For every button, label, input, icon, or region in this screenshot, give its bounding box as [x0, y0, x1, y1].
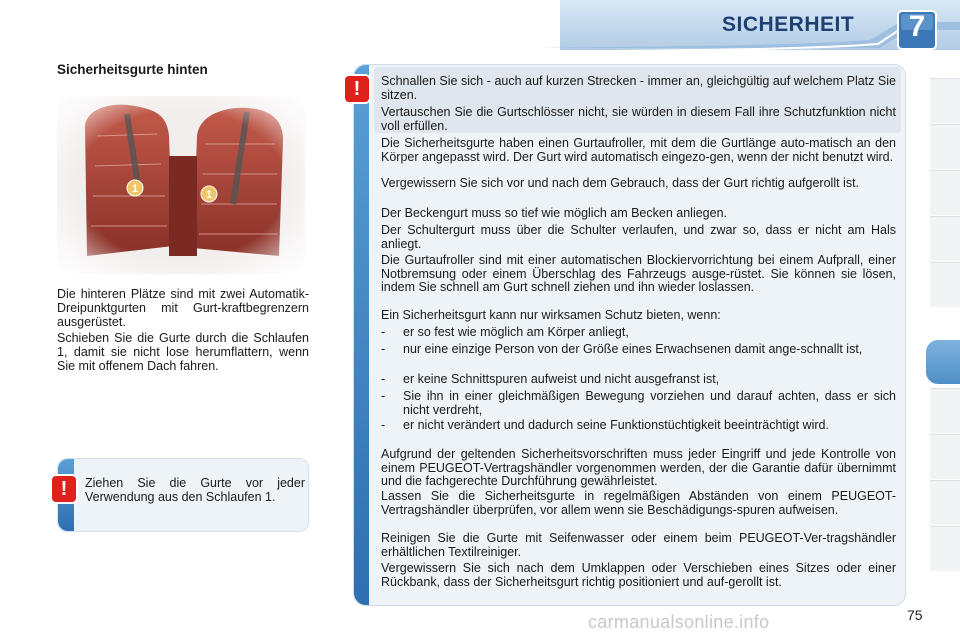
index-tab[interactable]: [930, 526, 960, 571]
closing-paragraph: Vergewissern Sie sich nach dem Umklappen oder Verschieben eines Sitzes oder einer Rückbank, dass der Sicherheitsgurt richtig positioniert und auf-gerollt ist.: [381, 561, 896, 589]
warning-icon: !: [345, 76, 369, 102]
warning-item: Die Sicherheitsgurte haben einen Gurtaufroller, mit dem die Gurtlänge auto-matisch an den Körper angepasst wird. Der Gurt wird automatisch eingezo-gen, wenn der nicht benutzt wird.: [381, 136, 896, 164]
index-tab[interactable]: [930, 216, 960, 261]
page-number: 75: [907, 607, 923, 623]
warning-item: Ein Sicherheitsgurt kann nur wirksamen Schutz bieten, wenn:: [381, 308, 721, 322]
closing-paragraph: Reinigen Sie die Gurte mit Seifenwasser oder einem beim PEUGEOT-Ver-tragshändler erhältlichen Textilreiniger.: [381, 531, 896, 559]
bullet-item: - er nicht verändert und dadurch seine Funktionstüchtigkeit beeinträchtigt wird.: [381, 418, 829, 432]
warning-item: Schnallen Sie sich - auch auf kurzen Strecken - immer an, gleichgültig auf welchem Platz Sie sitzen.: [381, 74, 896, 102]
warning-item: Der Beckengurt muss so tief wie möglich am Becken anliegen.: [381, 206, 727, 220]
index-tab[interactable]: [930, 170, 960, 215]
index-tab[interactable]: [930, 388, 960, 433]
watermark: carmanualsonline.info: [588, 612, 770, 632]
bullet-item: - er keine Schnittspuren aufweist und nicht ausgefranst ist,: [381, 372, 720, 386]
bullet-item: - er so fest wie möglich am Körper anliegt,: [381, 325, 629, 339]
bullet-item: - Sie ihn in einer gleichmäßigen Bewegung vorziehen und darauf achten, dass er sich nicht verdreht,: [381, 389, 896, 417]
section-title: Sicherheitsgurte hinten: [57, 62, 208, 77]
loops-paragraph: Schieben Sie die Gurte durch die Schlaufen 1, damit sie nicht lose herumflattern, wenn Sie mit offenem Dach fahren.: [57, 331, 309, 373]
intro-paragraph: Die hinteren Plätze sind mit zwei Automatik-Dreipunktgurten mit Gurt-kraftbegrenzern ausgerüstet.: [57, 287, 309, 329]
index-tab-active[interactable]: [926, 340, 960, 384]
warning-item: Die Gurtaufroller sind mit einer automatischen Blockiervorrichtung bei einem Aufprall, einer Notbremsung oder einem Überschlag des Fahrzeugs ausge-rüstet. Sie können sie lösen, indem Sie schnell am Gurt schnell ziehen und ihn wieder loslassen.: [381, 253, 896, 294]
warning-item: Vergewissern Sie sich vor und nach dem Gebrauch, dass der Gurt richtig aufgerollt ist.: [381, 176, 860, 190]
chapter-title: SICHERHEIT: [722, 13, 855, 36]
warning-item: Der Schultergurt muss über die Schulter verlaufen, und zwar so, dass er nicht am Hals anliegt.: [381, 223, 896, 251]
rear-seats-photo: [57, 96, 305, 274]
closing-paragraph: Lassen Sie die Sicherheitsgurte in regelmäßigen Abständen von einem PEUGEOT-Vertragshändler überprüfen, vor allem wenn sie Beschädigungs-spuren aufweisen.: [381, 489, 896, 517]
index-tab[interactable]: [930, 124, 960, 169]
warning-text-left: Ziehen Sie die Gurte vor jeder Verwendung aus den Schlaufen 1.: [85, 476, 305, 504]
chapter-number: 7: [908, 10, 926, 43]
index-tab[interactable]: [930, 480, 960, 525]
bullet-item: - nur eine einzige Person von der Größe eines Erwachsenen damit ange-schnallt ist,: [381, 342, 863, 356]
warning-item: Vertauschen Sie die Gurtschlösser nicht, sie würden in diesem Fall ihre Schutzfunktion nicht voll erfüllen.: [381, 105, 896, 133]
warning-icon: !: [52, 476, 76, 502]
index-tab[interactable]: [930, 262, 960, 307]
index-tab[interactable]: [930, 78, 960, 123]
index-tab[interactable]: [930, 434, 960, 479]
closing-paragraph: Aufgrund der geltenden Sicherheitsvorschriften muss jeder Eingriff und jede Kontrolle von einem PEUGEOT-Vertragshändler vorgenommen werden, der die Garantie dafür übernimmt und die fachgerechte Durchführung gewährleistet.: [381, 447, 896, 488]
